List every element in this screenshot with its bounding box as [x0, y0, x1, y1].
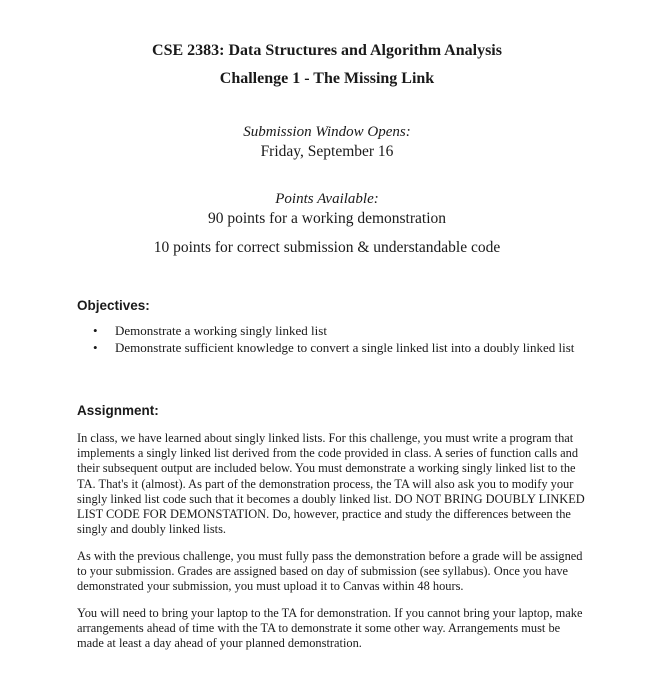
challenge-title: Challenge 1 - The Missing Link: [219, 70, 435, 87]
objective-item: [77, 339, 577, 356]
objectives-heading: Objectives:: [77, 298, 150, 313]
objectives-list: [77, 322, 577, 356]
assignment-paragraph-3: You will need to bring your laptop to the TA for demonstration. If you cannot bring your laptop, make arrangements ahead of time with the TA to demonstrate it some other way. Arrangements must be made at least a day ahead of your planned demonstration.: [77, 606, 583, 651]
points-line-1: 90 points for a working demonstration: [207, 210, 447, 227]
objective-item: [77, 322, 577, 339]
objective-text: Demonstrate a working singly linked list: [115, 323, 327, 338]
assignment-paragraph-1: In class, we have learned about singly linked lists. For this challenge, you must write a program that implements a singly linked list derived from the code provided in class. A series of function calls and their subsequent output are included below. You must demonstrate a working singly linked list to the TA. That's it (almost). As part of the demonstration process, the TA will also ask you to modify your singly linked list code such that it becomes a doubly linked list. DO NOT BRING DOUBLY LINKED LIST CODE FOR DEMONSTATION. Do, however, practice and study the differences between the singly and doubly linked lists.: [77, 431, 585, 537]
submission-date: Friday, September 16: [260, 143, 394, 160]
points-label: Points Available:: [275, 191, 379, 207]
objective-text: Demonstrate sufficient knowledge to convert a single linked list into a doubly linked list: [115, 340, 575, 355]
assignment-heading: Assignment:: [77, 403, 159, 418]
submission-label: Submission Window Opens:: [243, 124, 411, 140]
bullet-icon: •: [93, 340, 98, 355]
points-line-2: 10 points for correct submission & understandable code: [153, 239, 501, 256]
bullet-icon: •: [93, 323, 98, 338]
course-title: CSE 2383: Data Structures and Algorithm Analysis: [152, 42, 502, 59]
assignment-paragraph-2: As with the previous challenge, you must fully pass the demonstration before a grade will be assigned to your submission. Grades are assigned based on day of submission (see syllabus). Once you have demonstrated your submission, you must upload it to Canvas within 48 hours.: [77, 549, 583, 594]
